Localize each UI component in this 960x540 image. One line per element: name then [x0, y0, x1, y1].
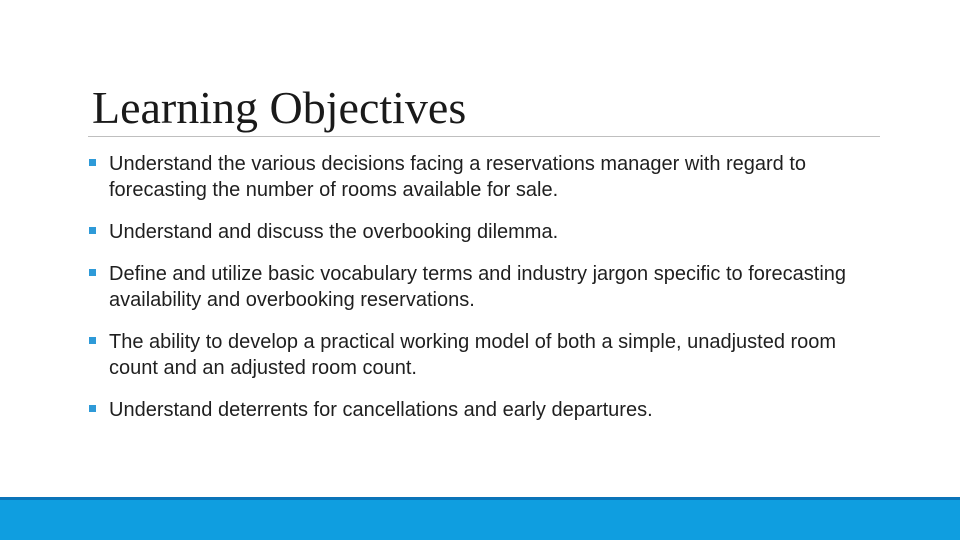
square-bullet-icon	[89, 269, 96, 276]
footer-band	[0, 497, 960, 540]
list-item	[88, 261, 868, 313]
list-item-text: Understand the various decisions facing a reservations manager with regard to forecasting the number of rooms available for sale.	[109, 153, 807, 201]
square-bullet-icon	[89, 337, 96, 344]
list-item-text: Understand deterrents for cancellations and early departures.	[109, 399, 653, 421]
list-item	[88, 397, 868, 423]
list-item-text: The ability to develop a practical working model of both a simple, unadjusted room count and an adjusted room count.	[109, 331, 837, 379]
title-divider	[88, 136, 880, 137]
objectives-list	[88, 151, 868, 439]
list-item-text: Understand and discuss the overbooking dilemma.	[109, 221, 559, 243]
list-item	[88, 329, 868, 381]
list-item-text: Define and utilize basic vocabulary terms and industry jargon specific to forecasting availability and overbooking reservations.	[109, 263, 847, 311]
footer-band-edge	[0, 497, 960, 500]
square-bullet-icon	[89, 405, 96, 412]
list-item	[88, 151, 868, 203]
square-bullet-icon	[89, 159, 96, 166]
square-bullet-icon	[89, 227, 96, 234]
list-item	[88, 219, 868, 245]
slide-title: Learning Objectives	[92, 82, 467, 133]
